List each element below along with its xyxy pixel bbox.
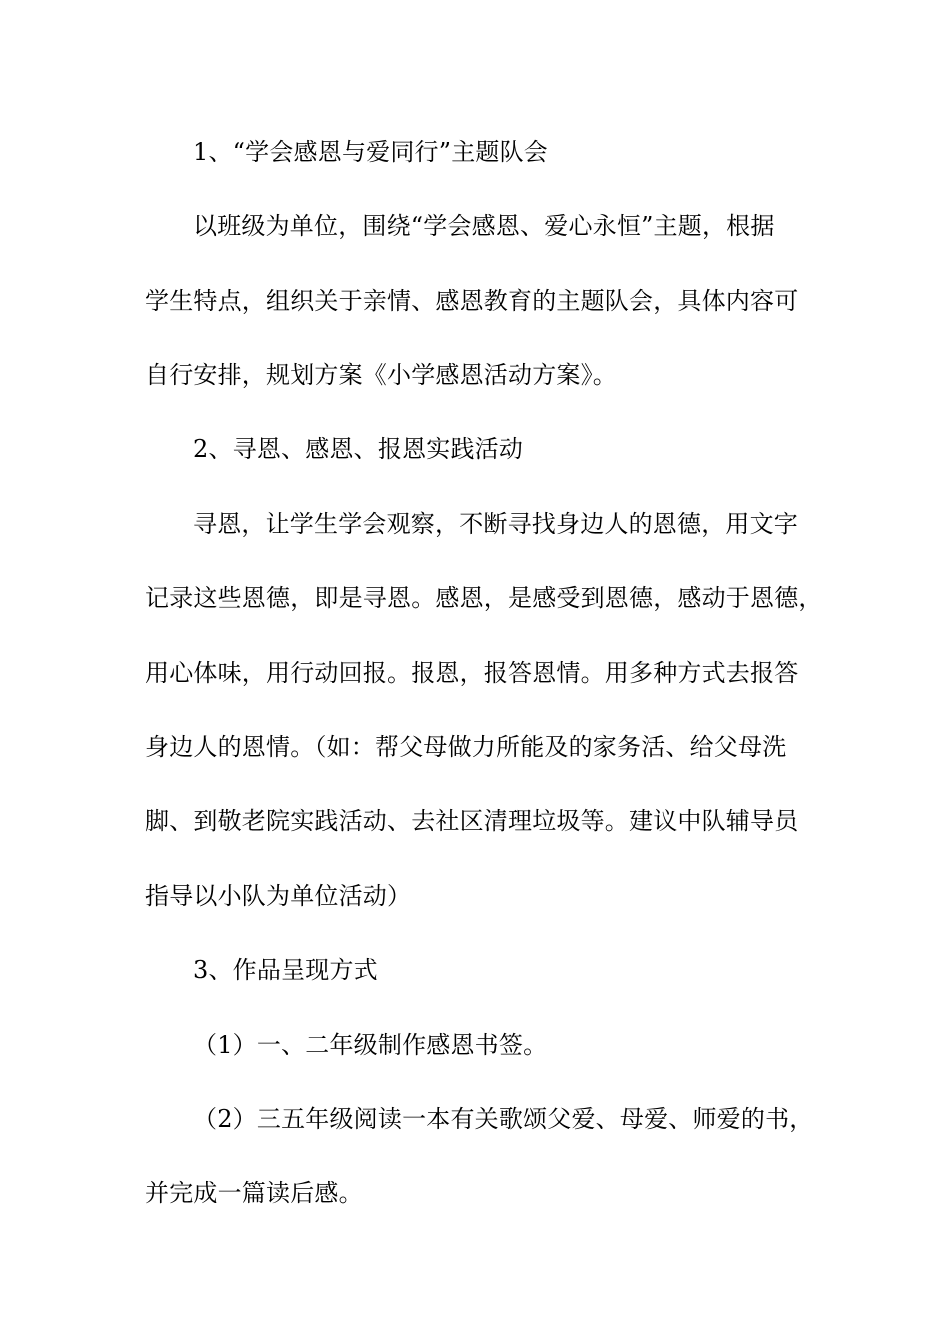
section-3-list-item: （1）一、二年级制作感恩书签。	[193, 1031, 548, 1059]
section-2-paragraph-line: 寻恩，让学生学会观察，不断寻找身边人的恩德，用文字	[193, 510, 798, 538]
section-2-paragraph-line: 脚、到敬老院实践活动、去社区清理垃圾等。建议中队辅导员	[145, 807, 799, 835]
section-3-heading: 3、作品呈现方式	[193, 956, 378, 984]
section-2-paragraph-line: 用心体味，用行动回报。报恩，报答恩情。用多种方式去报答	[145, 659, 799, 687]
section-2-paragraph-line: 身边人的恩情。（如：帮父母做力所能及的家务活、给父母洗	[145, 733, 787, 761]
section-1-heading: 1、“学会感恩与爱同行”主题队会	[193, 138, 549, 166]
section-2-paragraph-line: 记录这些恩德，即是寻恩。感恩，是感受到恩德，感动于恩德，	[145, 584, 823, 612]
section-1-paragraph-line: 学生特点，组织关于亲情、感恩教育的主题队会，具体内容可	[145, 287, 799, 315]
section-2-heading: 2、寻恩、感恩、报恩实践活动	[193, 435, 524, 463]
section-3-continuation-line: 并完成一篇读后感。	[145, 1179, 363, 1207]
section-1-paragraph-line: 自行安排，规划方案《小学感恩活动方案》。	[145, 361, 617, 389]
section-3-list-item: （2）三五年级阅读一本有关歌颂父爱、母爱、师爱的书，	[193, 1105, 814, 1133]
section-2-paragraph-line: 指导以小队为单位活动）	[145, 882, 412, 910]
section-1-paragraph-line: 以班级为单位，围绕“学会感恩、爱心永恒”主题，根据	[193, 212, 775, 240]
